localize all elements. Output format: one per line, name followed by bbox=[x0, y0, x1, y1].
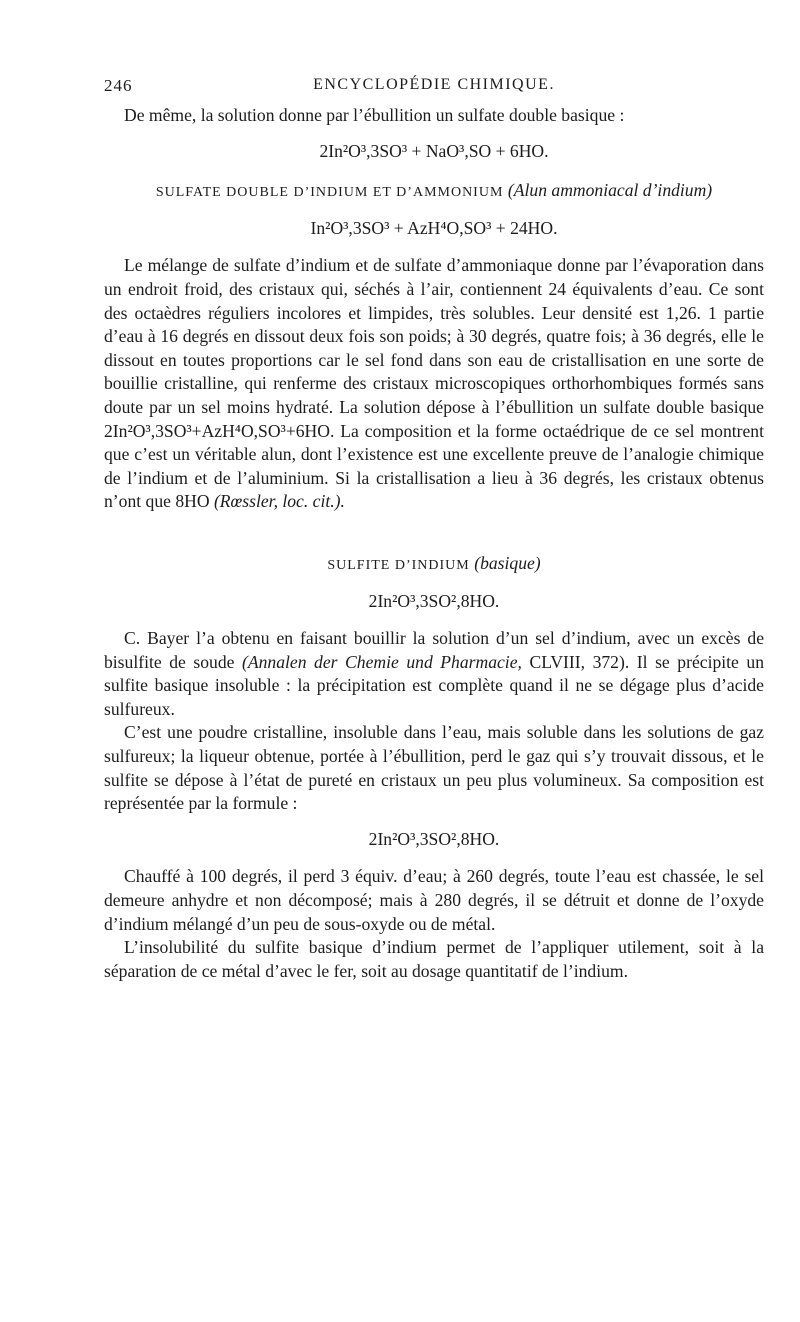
section2-paragraph-4: L’insolubilité du sulfite basique d’indium permet de l’appliquer utilement, soit à la séparation de ce métal d’avec le fer, soit au dosage quantitatif de l’indium. bbox=[104, 937, 764, 981]
section2-paragraph-2: C’est une poudre cristalline, insoluble dans l’eau, mais soluble dans les solutions de gaz sulfureux; la liqueur obtenue, portée à l’ébullition, perd le gaz qui s’y trouvait dissous, et le sulfite se dépose à l’état de pureté en cristaux un peu plus volumineux. Sa composition est représentée par la formule : bbox=[104, 722, 764, 814]
page-header bbox=[104, 76, 764, 100]
section2-paragraph-1 bbox=[104, 627, 764, 721]
running-title: ENCYCLOPÉDIE CHIMIQUE. bbox=[313, 76, 555, 93]
section-heading-sulfate-double bbox=[104, 179, 764, 205]
section2-formula: 2In²O³,3SO²,8HO. bbox=[368, 590, 500, 611]
section-heading-sulfite bbox=[104, 552, 764, 578]
section2-paragraph-3: Chauffé à 100 degrés, il perd 3 équiv. d’eau; à 260 degrés, toute l’eau est chassée, le sel demeure anhydre et non décomposé; mais à 280 degrés, il se détruit et donne de l’oxyde d’indium mélangé d’un peu de sous-oxyde ou de métal. bbox=[104, 866, 764, 934]
section-heading-italic: (Alun ammoniacal d’indium) bbox=[507, 180, 713, 201]
intro-paragraph: De même, la solution donne par l’ébullition un sulfate double basique : bbox=[124, 105, 625, 125]
page-body bbox=[104, 104, 764, 983]
intro-formula: 2In²O³,3SO³ + NaO³,SO + 6HO. bbox=[319, 140, 549, 161]
section1-formula: In²O³,3SO³ + AzH⁴O,SO³ + 24HO. bbox=[310, 217, 558, 238]
section-heading-italic: (basique) bbox=[474, 552, 541, 573]
section1-reference: (Rœssler, loc. cit.). bbox=[213, 491, 345, 512]
section1-paragraph bbox=[104, 254, 764, 514]
section2-formula-2: 2In²O³,3SO²,8HO. bbox=[368, 828, 500, 849]
page-number: 246 bbox=[104, 76, 133, 95]
section2-reference: (Annalen der Chemie und Pharmacie, bbox=[242, 651, 522, 672]
section2-paragraph-text-cont: CLVIII, 372). Il se précipite un sulfite basique insoluble : la précipitation est complète quand il ne se dégage plus d’acide sulfureux. bbox=[104, 651, 764, 719]
section-heading-text: SULFITE D’INDIUM bbox=[327, 557, 470, 573]
section-heading-text: SULFATE DOUBLE D’INDIUM ET D’AMMONIUM bbox=[155, 185, 504, 201]
section1-paragraph-text: Le mélange de sulfate d’indium et de sulfate d’ammoniaque donne par l’évaporation dans un endroit froid, des cristaux qui, séchés à l’air, contiennent 24 équivalents d’eau. Ce sont des octaèdres réguliers incolores et limpides, très solubles. Leur densité est 1,26. 1 partie d’eau à 16 degrés en dissout deux fois son poids; à 30 degrés, quatre fois; à 36 degrés, elle le dissout en toutes proportions car le sel fond dans son eau de cristallisation en une sorte de bouillie cristalline, qui renferme des cristaux microscopiques orthorhombiques formés sans doute par un sel moins hydraté. La solution dépose à l’ébullition un sulfate double basique 2In²O³,3SO³+AzH⁴O,SO³+6HO. La composition et la forme octaédrique de ce sel montrent que c’est un véritable alun, dont l’existence est une excellente preuve de l’analogie chimique de l’indium et de l’aluminium. Si la cristallisation a lieu à 36 degrés, les cristaux obtenus n’ont que 8HO bbox=[104, 255, 764, 512]
section2-paragraph-text: C. Bayer l’a obtenu en faisant bouillir la solution d’un sel d’indium, avec un excès de bisulfite de soude bbox=[104, 628, 764, 672]
